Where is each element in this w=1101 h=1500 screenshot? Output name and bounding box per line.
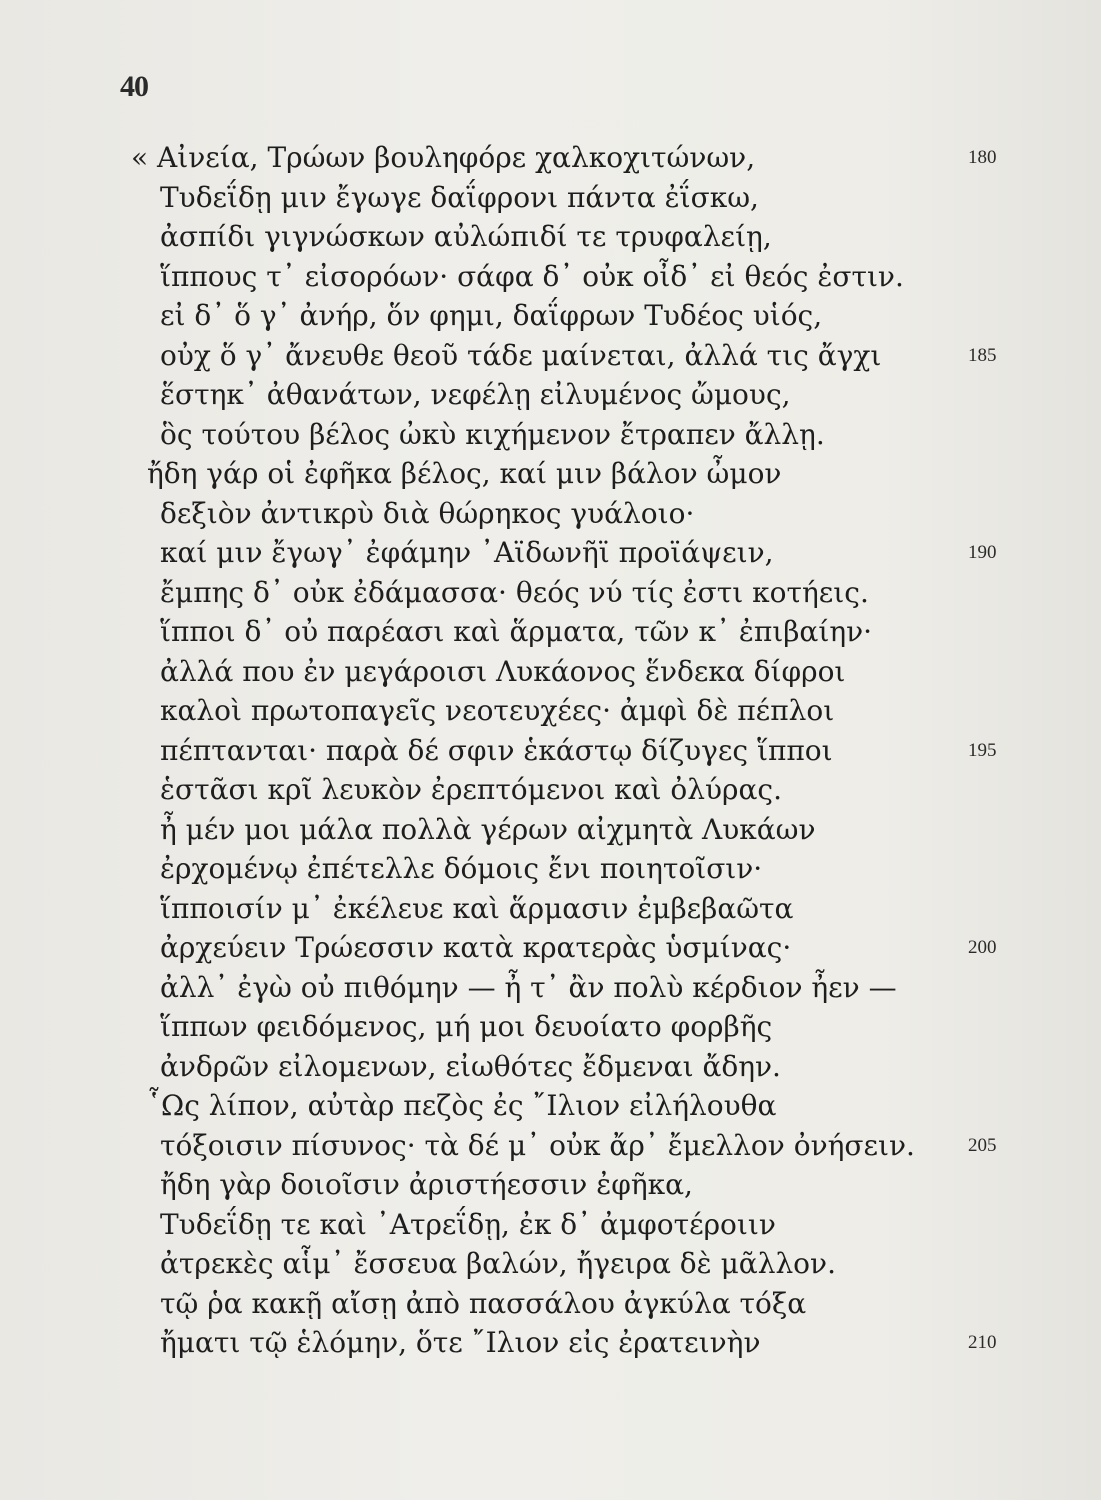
verse-line	[0, 810, 1101, 850]
verse-line-text: ἕστηκ᾽ ἀθανάτων, νεφέλῃ εἰλυμένος ὤμους,	[160, 378, 791, 411]
verse-line-text: καί μιν ἔγωγ᾽ ἐφάμην ᾽Αϊδωνῆϊ προϊάψειν,	[160, 536, 774, 569]
line-number: 205	[968, 1134, 997, 1156]
verse-line	[0, 573, 1101, 613]
verse-line	[0, 1165, 1101, 1205]
verse-line-text: εἰ δ᾽ ὅ γ᾽ ἀνήρ, ὅν φημι, δαΐφρων Τυδέος υἱός,	[160, 299, 823, 332]
verse-line	[0, 375, 1101, 415]
verse-line-text: ἦ μέν μοι μάλα πολλὰ γέρων αἰχμητὰ Λυκάων	[160, 812, 816, 846]
verse-line	[0, 1007, 1101, 1047]
verse-line-text: ἀλλ᾽ ἐγὼ οὐ πιθόμην — ἦ τ᾽ ἂν πολὺ κέρδιον ἦεν —	[160, 970, 897, 1004]
verse-line-text: τόξοισιν πίσυνος· τὰ δέ μ᾽ οὐκ ἄρ᾽ ἔμελλον ὀνήσειν.	[160, 1128, 915, 1162]
verse-line-text: ἵπποι δ᾽ οὐ παρέασι καὶ ἅρματα, τῶν κ᾽ ἐπιβαίην·	[160, 615, 873, 648]
line-number: 185	[968, 344, 997, 366]
verse-line	[0, 1047, 1101, 1087]
verse-line	[0, 1205, 1101, 1245]
verse-line-text: ἑστᾶσι κρῖ λευκὸν ἐρεπτόμενοι καὶ ὀλύρας.	[160, 773, 782, 806]
verse-line	[0, 296, 1101, 336]
verse-line-text: ἀτρεκὲς αἷμ᾽ ἔσσευα βαλών, ἤγειρα δὲ μᾶλλον.	[160, 1247, 836, 1280]
line-number: 210	[968, 1332, 997, 1353]
verse-line	[0, 889, 1101, 929]
verse-line-text: ἤδη γάρ οἱ ἐφῆκα βέλος, καί μιν βάλον ὦμον	[147, 457, 782, 490]
verse-line	[0, 849, 1101, 889]
verse-line	[0, 1086, 1101, 1126]
verse-line-text: ἵπποισίν μ᾽ ἐκέλευε καὶ ἅρμασιν ἐμβεβαῶτα	[160, 891, 794, 925]
verse-line	[0, 178, 1101, 218]
verse-line-text: καλοὶ πρωτοπαγεῖς νεοτευχέες· ἀμφὶ δὲ πέπλοι	[160, 694, 835, 727]
verse-line	[0, 454, 1101, 494]
verse-line	[0, 968, 1101, 1008]
verse-line	[0, 138, 1101, 178]
verse-line-text: ὃς τούτου βέλος ὠκὺ κιχήμενον ἔτραπεν ἄλλῃ.	[160, 417, 825, 451]
verse-line	[0, 217, 1101, 257]
line-number: 180	[968, 147, 997, 168]
verse-line-text: « Αἰνεία, Τρώων βουληφόρε χαλκοχιτώνων,	[131, 141, 756, 174]
verse-line	[0, 1244, 1101, 1284]
verse-line	[0, 1126, 1101, 1166]
verse-line	[0, 494, 1101, 534]
verse-line-text: ἐρχομένῳ ἐπέτελλε δόμοις ἔνι ποιητοῖσιν·	[160, 852, 763, 885]
verse-block	[0, 138, 1101, 1363]
verse-line-text: ἀσπίδι γιγνώσκων αὐλώπιδί τε τρυφαλείῃ,	[160, 220, 772, 253]
verse-line	[0, 612, 1101, 652]
verse-line	[0, 1284, 1101, 1324]
verse-line-text: τῷ ῥα κακῇ αἴσῃ ἀπὸ πασσάλου ἀγκύλα τόξα	[160, 1286, 807, 1320]
verse-line	[0, 652, 1101, 692]
verse-line-text: ἀρχεύειν Τρώεσσιν κατὰ κρατερὰς ὑσμίνας·	[160, 931, 792, 964]
line-number: 190	[968, 542, 997, 563]
verse-line	[0, 336, 1101, 376]
verse-line-text: οὐχ ὅ γ᾽ ἄνευθε θεοῦ τάδε μαίνεται, ἀλλά τις ἄγχι	[160, 338, 882, 372]
page-number: 40	[120, 70, 148, 103]
verse-line-text: Τυδεΐδῃ μιν ἔγωγε δαΐφρονι πάντα ἐΐσκω,	[160, 180, 759, 214]
verse-line	[0, 928, 1101, 968]
verse-line-text: ἀλλά που ἐν μεγάροισι Λυκάονος ἕνδεκα δίφροι	[160, 654, 846, 688]
verse-line-text: ἀνδρῶν εἰλομενων, εἰωθότες ἔδμεναι ἄδην.	[160, 1049, 781, 1083]
verse-line-text: δεξιὸν ἀντικρὺ διὰ θώρηκος γυάλοιο·	[160, 496, 695, 530]
verse-line-text: ἔμπης δ᾽ οὐκ ἐδάμασσα· θεός νύ τίς ἐστι κοτήεις.	[160, 575, 869, 609]
verse-line-text: Τυδεΐδῃ τε καὶ ᾽Ατρεΐδῃ, ἐκ δ᾽ ἀμφοτέροιιν	[160, 1207, 776, 1241]
verse-line-text: ἤδη γὰρ δοιοῖσιν ἀριστήεσσιν ἐφῆκα,	[160, 1168, 693, 1201]
line-number: 200	[968, 937, 997, 958]
verse-line	[0, 770, 1101, 810]
verse-line	[0, 257, 1101, 297]
verse-line	[0, 691, 1101, 731]
verse-line	[0, 731, 1101, 771]
verse-line-text: ἤματι τῷ ἑλόμην, ὅτε ῎Ιλιον εἰς ἐρατεινὴν	[160, 1326, 761, 1359]
verse-line	[0, 533, 1101, 573]
verse-line-text: ῟Ως λίπον, αὐτὰρ πεζὸς ἐς ῎Ιλιον εἰλήλουθα	[147, 1089, 777, 1122]
verse-line	[0, 415, 1101, 455]
verse-line-text: ἵππων φειδόμενος, μή μοι δευοίατο φορβῆς	[160, 1010, 773, 1043]
verse-line	[0, 1323, 1101, 1363]
line-number: 195	[968, 739, 997, 761]
verse-line-text: πέπτανται· παρὰ δέ σφιν ἑκάστῳ δίζυγες ἵπποι	[160, 733, 833, 767]
verse-line-text: ἵππους τ᾽ εἰσορόων· σάφα δ᾽ οὐκ οἶδ᾽ εἰ θεός ἐστιν.	[160, 259, 904, 293]
